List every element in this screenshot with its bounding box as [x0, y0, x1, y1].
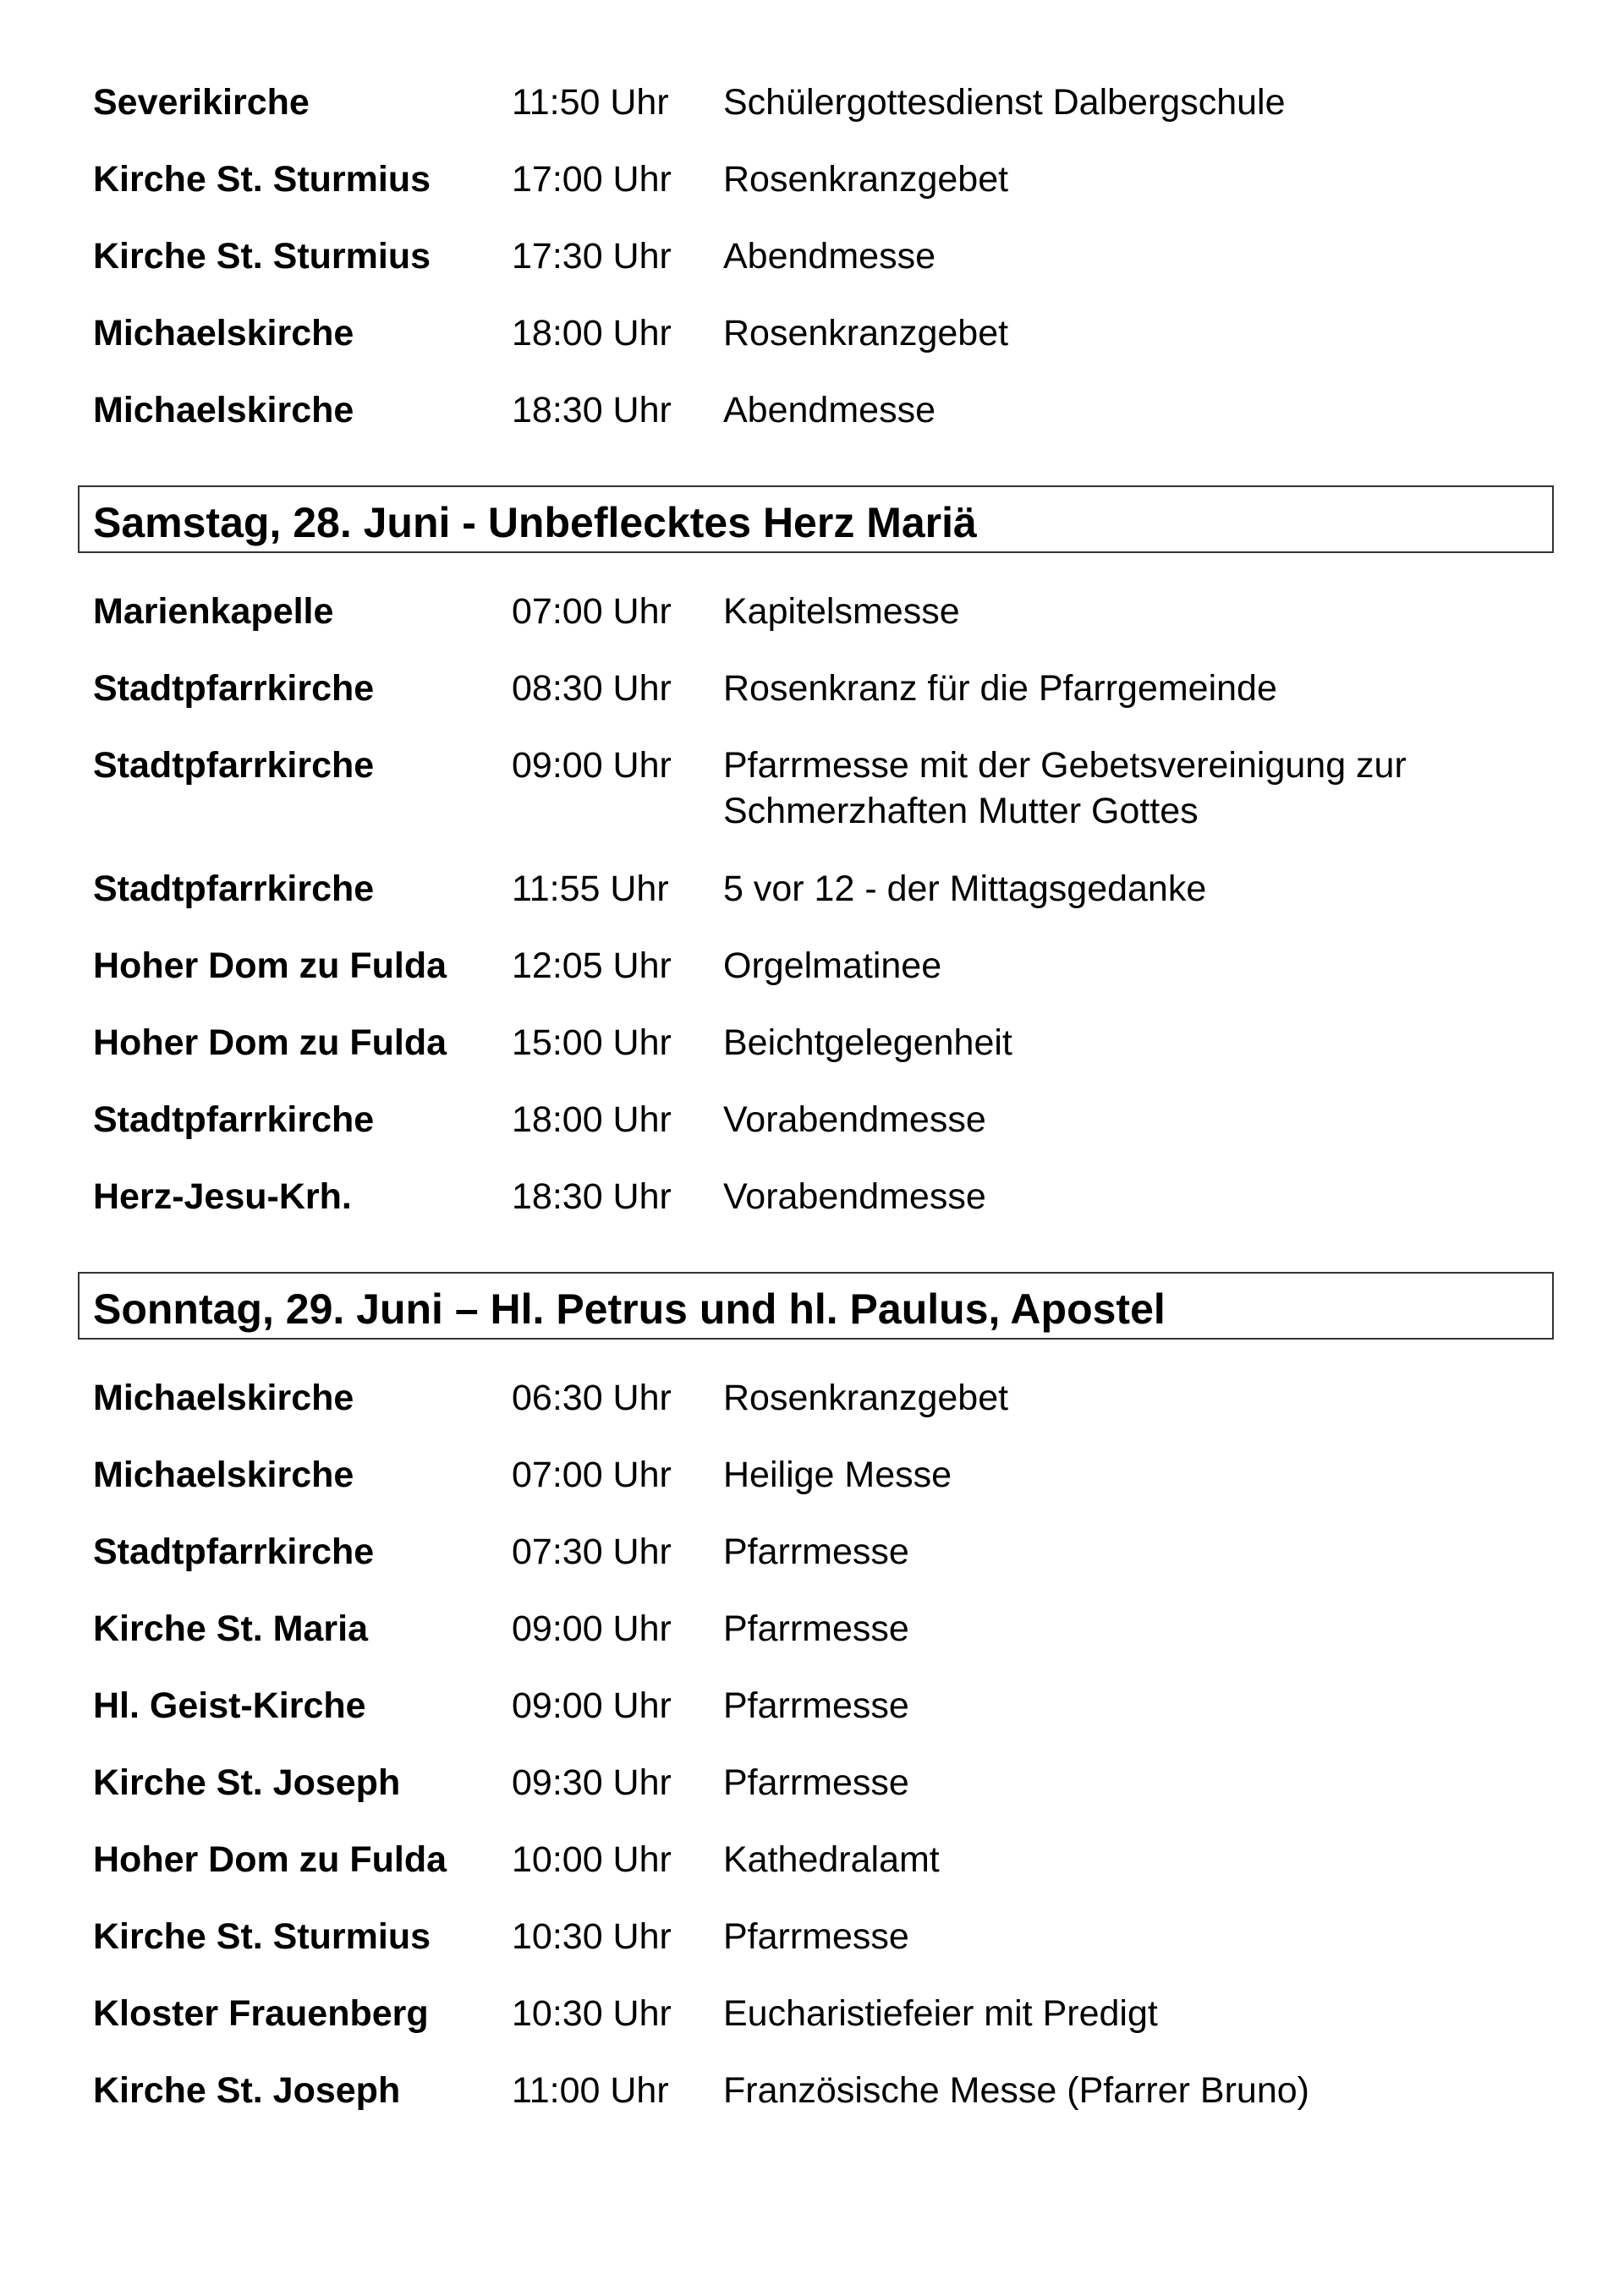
entry-time: 17:00 Uhr: [512, 159, 672, 200]
entry-time: 07:30 Uhr: [512, 1532, 672, 1572]
entry-time: 10:30 Uhr: [512, 1916, 672, 1957]
entry-place: Kirche St. Joseph: [93, 1762, 401, 1803]
entry-time: 10:30 Uhr: [512, 1993, 672, 2034]
entry-event: Pfarrmesse: [723, 1608, 909, 1649]
entry-time: 06:30 Uhr: [512, 1378, 672, 1418]
day-heading-box: [78, 1272, 1554, 1340]
entry-place: Stadtpfarrkirche: [93, 869, 375, 909]
day-heading: Sonntag, 29. Juni – Hl. Petrus und hl. Paulus, Apostel: [93, 1285, 1166, 1333]
entry-time: 18:00 Uhr: [512, 1099, 672, 1140]
entry-event: Kathedralamt: [723, 1839, 940, 1880]
entry-event: Pfarrmesse: [723, 1916, 909, 1957]
entry-place: Severikirche: [93, 82, 310, 123]
entry-place: Hoher Dom zu Fulda: [93, 1022, 447, 1063]
entry-place: Michaelskirche: [93, 1455, 354, 1495]
entry-place: Stadtpfarrkirche: [93, 1099, 375, 1140]
entry-event: Rosenkranz für die Pfarrgemeinde: [723, 668, 1277, 709]
entry-time: 12:05 Uhr: [512, 945, 672, 986]
entry-place: Stadtpfarrkirche: [93, 745, 375, 786]
entry-event: Pfarrmesse: [723, 1685, 909, 1726]
entry-place: Michaelskirche: [93, 313, 354, 353]
entry-event: Eucharistiefeier mit Predigt: [723, 1993, 1158, 2034]
entry-place: Kirche St. Maria: [93, 1608, 368, 1649]
entry-event: Pfarrmesse mit der Gebetsvereinigung zur Schmerzhaften Mutter Gottes: [723, 745, 1407, 831]
entry-event: Vorabendmesse: [723, 1176, 986, 1217]
entry-place: Kloster Frauenberg: [93, 1993, 429, 2034]
entry-event: Orgelmatinee: [723, 945, 942, 986]
entry-event: Rosenkranzgebet: [723, 1378, 1009, 1418]
entry-time: 11:55 Uhr: [512, 869, 669, 909]
entry-event: Heilige Messe: [723, 1455, 952, 1495]
entry-time: 09:30 Uhr: [512, 1762, 672, 1803]
entry-event: Abendmesse: [723, 236, 935, 277]
entry-time: 15:00 Uhr: [512, 1022, 672, 1063]
entry-place: Kirche St. Joseph: [93, 2070, 401, 2111]
entry-time: 07:00 Uhr: [512, 1455, 672, 1495]
entry-event: Kapitelsmesse: [723, 591, 960, 632]
entry-place: Herz-Jesu-Krh.: [93, 1176, 352, 1217]
entry-time: 09:00 Uhr: [512, 1608, 672, 1649]
entry-place: Hl. Geist-Kirche: [93, 1685, 366, 1726]
entry-event: Beichtgelegenheit: [723, 1022, 1012, 1063]
entry-time: 10:00 Uhr: [512, 1839, 672, 1880]
entry-event: Pfarrmesse: [723, 1532, 909, 1572]
entry-event: Pfarrmesse: [723, 1762, 909, 1803]
entry-place: Michaelskirche: [93, 390, 354, 430]
entry-time: 07:00 Uhr: [512, 591, 672, 632]
entry-time: 18:30 Uhr: [512, 1176, 672, 1217]
entry-place: Hoher Dom zu Fulda: [93, 945, 447, 986]
entry-event: Französische Messe (Pfarrer Bruno): [723, 2070, 1309, 2111]
day-heading: Samstag, 28. Juni - Unbeflecktes Herz Mariä: [93, 499, 977, 546]
entry-place: Marienkapelle: [93, 591, 334, 632]
entry-event: Rosenkranzgebet: [723, 159, 1009, 200]
entry-time: 18:00 Uhr: [512, 313, 672, 353]
entry-event: Vorabendmesse: [723, 1099, 986, 1140]
entry-place: Michaelskirche: [93, 1378, 354, 1418]
entry-time: 08:30 Uhr: [512, 668, 672, 709]
entry-time: 09:00 Uhr: [512, 745, 672, 786]
entry-event: Abendmesse: [723, 390, 935, 430]
entry-place: Stadtpfarrkirche: [93, 668, 375, 709]
day-heading-box: [78, 485, 1554, 553]
entry-time: 11:50 Uhr: [512, 82, 669, 123]
entry-time: 09:00 Uhr: [512, 1685, 672, 1726]
entry-place: Hoher Dom zu Fulda: [93, 1839, 447, 1880]
entry-place: Kirche St. Sturmius: [93, 159, 431, 200]
entry-place: Kirche St. Sturmius: [93, 1916, 431, 1957]
entry-event: 5 vor 12 - der Mittagsgedanke: [723, 869, 1207, 909]
entry-place: Kirche St. Sturmius: [93, 236, 431, 277]
entry-event: Rosenkranzgebet: [723, 313, 1009, 353]
entry-time: 17:30 Uhr: [512, 236, 672, 277]
entry-time: 18:30 Uhr: [512, 390, 672, 430]
entry-time: 11:00 Uhr: [512, 2070, 669, 2111]
entry-place: Stadtpfarrkirche: [93, 1532, 375, 1572]
entry-event: Schülergottesdienst Dalbergschule: [723, 82, 1286, 123]
